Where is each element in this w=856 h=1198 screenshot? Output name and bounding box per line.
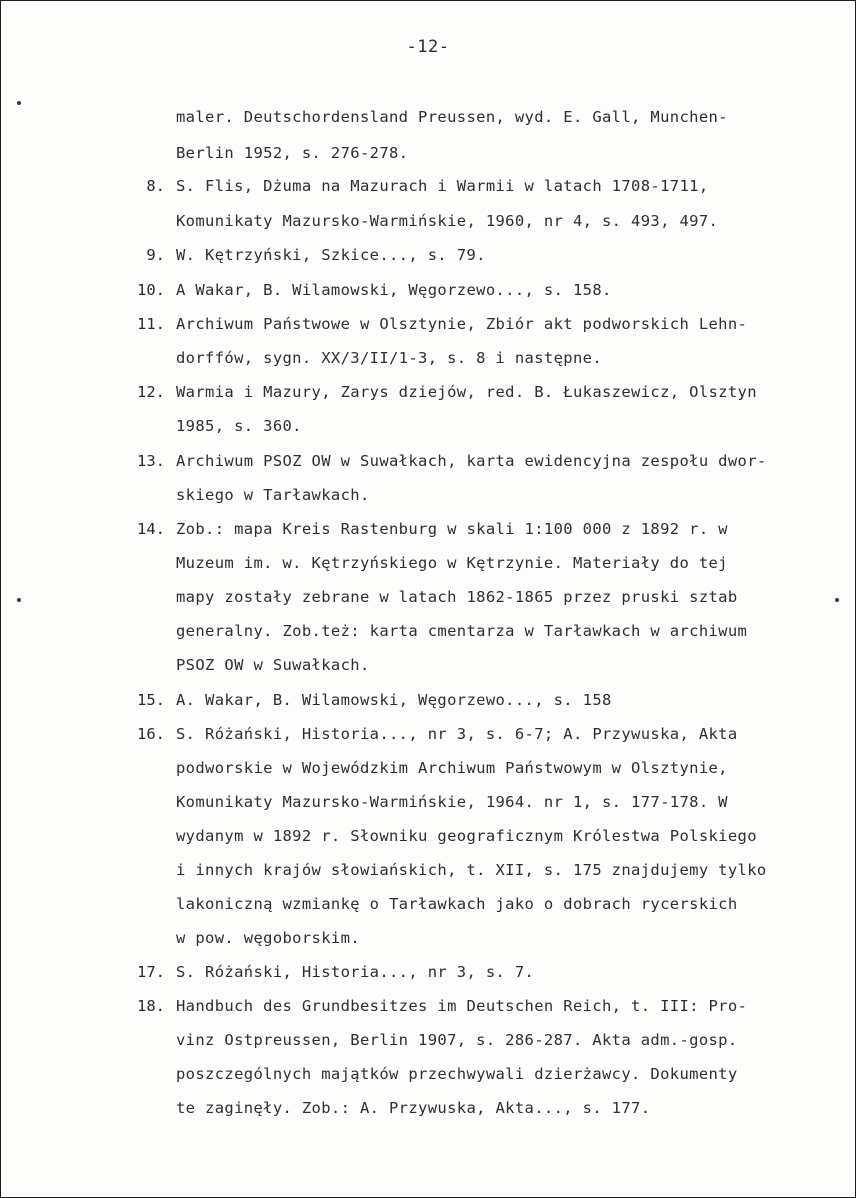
footnote-line: A. Wakar, B. Wilamowski, Węgorzewo..., s. 158 xyxy=(176,691,612,709)
footnote-line: Muzeum im. w. Kętrzyńskiego w Kętrzynie. Materiały do tej xyxy=(176,554,728,572)
margin-mark xyxy=(835,598,839,602)
margin-mark xyxy=(17,598,21,602)
footnote-line: W. Kętrzyński, Szkice..., s. 79. xyxy=(176,246,486,264)
footnote-number: 16. xyxy=(137,725,165,743)
footnote-line: Komunikaty Mazursko-Warmińskie, 1964. nr 1, s. 177-178. W xyxy=(176,793,728,811)
footnote-number: 15. xyxy=(137,691,165,709)
footnote-line: Warmia i Mazury, Zarys dziejów, red. B. Łukaszewicz, Olsztyn xyxy=(176,383,757,401)
footnote-line: wydanym w 1892 r. Słowniku geograficznym Królestwa Polskiego xyxy=(176,827,757,845)
footnote-number: 13. xyxy=(137,452,165,470)
footnote-line: A Wakar, B. Wilamowski, Węgorzewo..., s. 158. xyxy=(176,281,612,299)
footnote-line: i innych krajów słowiańskich, t. XII, s. 175 znajdujemy tylko xyxy=(176,861,767,879)
footnote-line: Komunikaty Mazursko-Warmińskie, 1960, nr 4, s. 493, 497. xyxy=(176,212,719,230)
footnote-line: S. Flis, Dżuma na Mazurach i Warmii w latach 1708-1711, xyxy=(176,177,709,195)
footnote-line: vinz Ostpreussen, Berlin 1907, s. 286-287. Akta adm.-gosp. xyxy=(176,1031,738,1049)
footnote-number: 12. xyxy=(137,383,165,401)
footnote-line: Handbuch des Grundbesitzes im Deutschen Reich, t. III: Pro- xyxy=(176,997,748,1015)
footnote-number: 14. xyxy=(137,520,165,538)
footnote-line: skiego w Tarławkach. xyxy=(176,486,370,504)
margin-mark xyxy=(17,101,21,105)
footnote-line: S. Różański, Historia..., nr 3, s. 6-7; A. Przywuska, Akta xyxy=(176,725,738,743)
footnote-line: generalny. Zob.też: karta cmentarza w Tarławkach w archiwum xyxy=(176,622,748,640)
footnote-line: podworskie w Wojewódzkim Archiwum Państwowym w Olsztynie, xyxy=(176,759,728,777)
footnote-line: S. Różański, Historia..., nr 3, s. 7. xyxy=(176,963,535,981)
footnote-line: Archiwum Państwowe w Olsztynie, Zbiór akt podworskich Lehn- xyxy=(176,315,748,333)
footnote-line: Berlin 1952, s. 276-278. xyxy=(176,144,409,162)
footnote-line: mapy zostały zebrane w latach 1862-1865 przez pruski sztab xyxy=(176,588,738,606)
footnote-line: Zob.: mapa Kreis Rastenburg w skali 1:100 000 z 1892 r. w xyxy=(176,520,728,538)
footnote-number: 8. xyxy=(146,177,165,195)
page-number: -12- xyxy=(406,37,450,57)
footnote-line: w pow. węgoborskim. xyxy=(176,929,360,947)
footnote-number: 17. xyxy=(137,963,165,981)
footnote-line: te zaginęły. Zob.: A. Przywuska, Akta..., s. 177. xyxy=(176,1099,651,1117)
footnote-number: 11. xyxy=(137,315,165,333)
footnote-line: PSOZ OW w Suwałkach. xyxy=(176,656,370,674)
footnote-number: 10. xyxy=(137,281,165,299)
footnote-line: Archiwum PSOZ OW w Suwałkach, karta ewidencyjna zespołu dwor- xyxy=(176,452,767,470)
footnote-line: maler. Deutschordensland Preussen, wyd. E. Gall, Munchen- xyxy=(176,108,728,126)
footnote-line: lakoniczną wzmiankę o Tarławkach jako o dobrach rycerskich xyxy=(176,895,738,913)
footnote-line: dorffów, sygn. XX/3/II/1-3, s. 8 i następne. xyxy=(176,349,602,367)
footnote-line: poszczególnych majątków przechwywali dzierżawcy. Dokumenty xyxy=(176,1065,738,1083)
footnote-number: 18. xyxy=(137,997,165,1015)
footnote-line: 1985, s. 360. xyxy=(176,417,302,435)
footnote-number: 9. xyxy=(146,246,165,264)
